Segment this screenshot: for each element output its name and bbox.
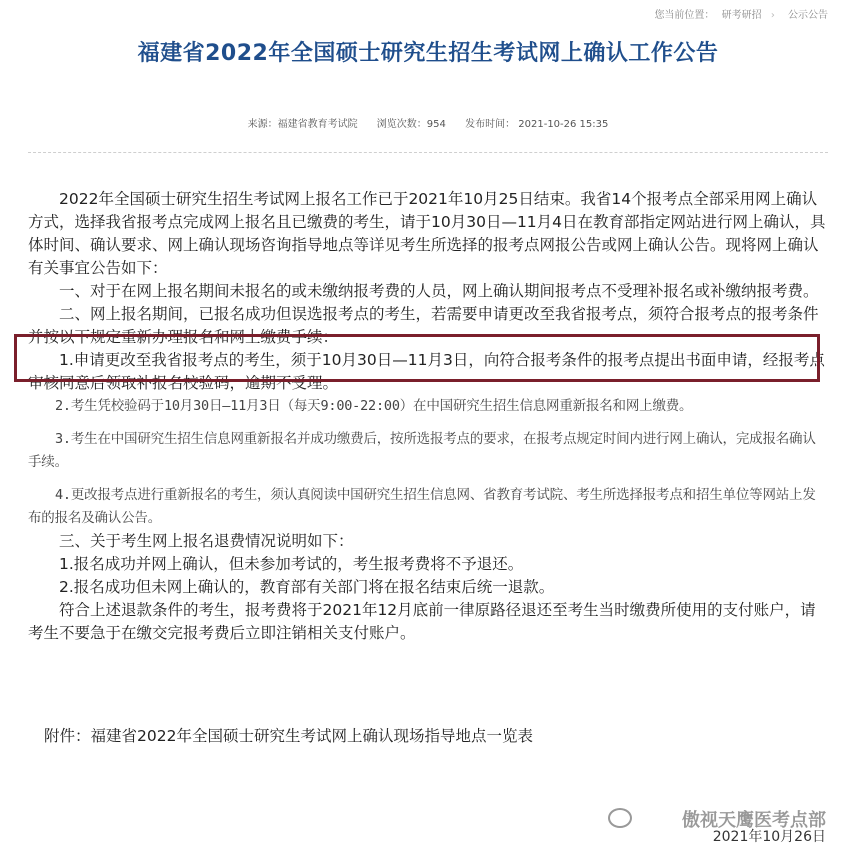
breadcrumb-item-yankao[interactable]: 研考研招 (721, 10, 762, 21)
watermark: 傲视天鹰医考点部 (682, 810, 826, 831)
breadcrumb-item-announcement[interactable]: 公示公告 (788, 10, 828, 21)
article-meta (0, 115, 856, 130)
paragraph-item-2: 2.考生凭校验码于10月30日—11月3日（每天9:00-22:00）在中国研究生招生信息网重新报名和网上缴费。 (55, 398, 693, 414)
meta-views: 浏览次数：954 (376, 119, 446, 130)
meta-source: 来源：福建省教育考试院 (247, 119, 358, 130)
paragraph-section-2: 二、网上报名期间，已报名成功但误选报考点的考生，若需要申请更改至我省报考点，须符合报考点的报考条件并按以下规定重新办理报名和网上缴费手续： (28, 305, 819, 346)
paragraph-refund-2: 2.报名成功但未网上确认的，教育部有关部门将在报名结束后统一退款。 (59, 578, 555, 596)
breadcrumb (650, 6, 828, 21)
wechat-icon (608, 808, 632, 828)
paragraph-item-4: 4.更改报考点进行重新报名的考生，须认真阅读中国研究生招生信息网、省教育考试院、考生所选择报考点和招生单位等网站上发布的报名及确认公告。 (28, 487, 816, 526)
meta-published: 发布时间： 2021-10-26 15:35 (465, 119, 609, 130)
paragraph-item-1: 1.申请更改至我省报考点的考生，须于10月30日—11月3日，向符合报考条件的报考点提出书面申请，经报考点审核同意后领取补报名校验码，逾期不受理。 (28, 351, 825, 392)
breadcrumb-label: 您当前位置： (654, 10, 715, 21)
signature-date: 2021年10月26日 (712, 829, 826, 845)
paragraph-intro: 2022年全国硕士研究生招生考试网上报名工作已于2021年10月25日结束。我省14个报考点全部采用网上确认方式，选择我省报考点完成网上报名且已缴费的考生，请于10月30日—11月4日在教育部指定网站进行网上确认，具体时间、确认要求、网上确认现场咨询指导地点等详见考生所选择的报考点网报公告或网上确认公告。现将网上确认有关事宜公告如下： (28, 190, 826, 277)
signature (713, 800, 826, 846)
paragraph-section-1: 一、对于在网上报名期间未报名的或未缴纳报考费的人员，网上确认期间报考点不受理补报名或补缴纳报考费。 (59, 282, 819, 300)
article-body (28, 188, 828, 645)
breadcrumb-separator: › (770, 10, 775, 21)
paragraph-item-3: 3.考生在中国研究生招生信息网重新报名并成功缴费后，按所选报考点的要求，在报考点规定时间内进行网上确认，完成报名确认手续。 (28, 431, 816, 470)
paragraph-section-3: 三、关于考生网上报名退费情况说明如下： (59, 532, 354, 550)
paragraph-refund-1: 1.报名成功并网上确认，但未参加考试的，考生报考费将不予退还。 (59, 555, 524, 573)
page-title: 福建省2022年全国硕士研究生招生考试网上确认工作公告 (137, 41, 719, 66)
divider (28, 152, 828, 153)
highlight-box (14, 334, 820, 382)
attachment-link[interactable]: 附件：福建省2022年全国硕士研究生考试网上确认现场指导地点一览表 (44, 727, 533, 745)
paragraph-refund-note: 符合上述退款条件的考生，报考费将于2021年12月底前一律原路径退还至考生当时缴费所使用的支付账户，请考生不要急于在缴交完报考费后立即注销相关支付账户。 (28, 601, 816, 642)
